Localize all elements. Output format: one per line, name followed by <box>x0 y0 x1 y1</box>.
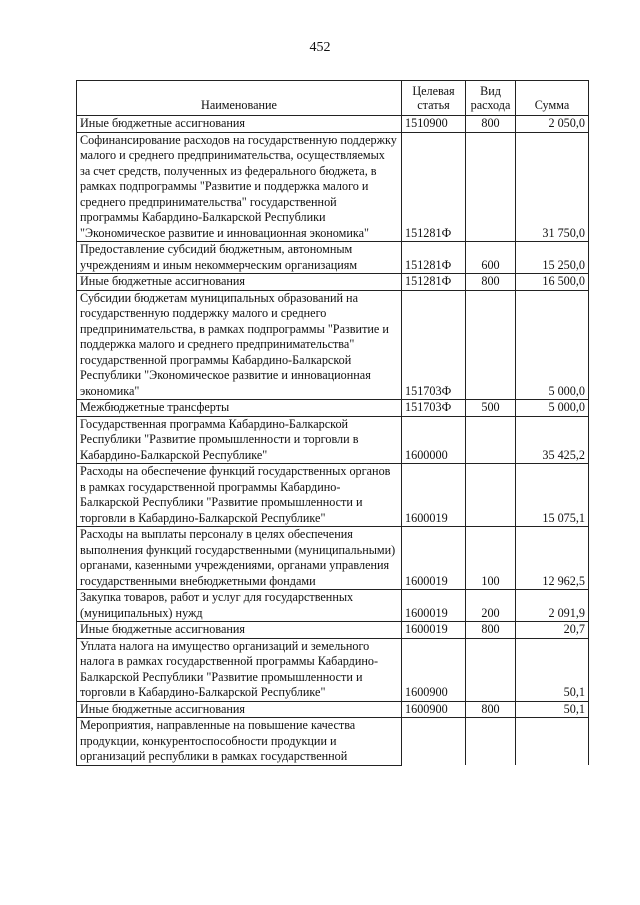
row-name: Уплата налога на имущество организаций и земельного налога в рамках государственной программы Кабардино-Балкарской Республики "Развитие промышленности и торговли в Кабардино-Балкарской Республике" <box>77 638 402 701</box>
row-target-article: 1600900 <box>402 638 466 701</box>
row-name: Мероприятия, направленные на повышение качества продукции, конкурентоспособности продукции и организаций республики в рамках государственной <box>77 718 402 766</box>
row-sum: 2 050,0 <box>516 116 589 133</box>
row-name: Иные бюджетные ассигнования <box>77 701 402 718</box>
row-sum <box>516 718 589 766</box>
table-row <box>77 622 589 639</box>
table-row <box>77 527 589 590</box>
table-row <box>77 132 589 242</box>
row-expense-type <box>466 290 516 400</box>
row-expense-type: 500 <box>466 400 516 417</box>
row-sum: 15 075,1 <box>516 464 589 527</box>
row-name: Закупка товаров, работ и услуг для государственных (муниципальных) нужд <box>77 590 402 622</box>
row-target-article: 1600019 <box>402 622 466 639</box>
table-header <box>77 81 589 116</box>
table-row <box>77 274 589 291</box>
row-expense-type: 800 <box>466 622 516 639</box>
row-target-article: 151281Ф <box>402 242 466 274</box>
row-target-article: 151703Ф <box>402 400 466 417</box>
row-sum: 50,1 <box>516 701 589 718</box>
row-target-article: 1600019 <box>402 590 466 622</box>
page-number: 452 <box>309 40 331 55</box>
table-row <box>77 416 589 464</box>
table-row <box>77 718 589 766</box>
row-sum: 5 000,0 <box>516 290 589 400</box>
header-sum: Сумма <box>516 81 589 116</box>
row-sum: 16 500,0 <box>516 274 589 291</box>
table-body <box>77 116 589 766</box>
table-row <box>77 638 589 701</box>
row-expense-type <box>466 416 516 464</box>
table-row <box>77 242 589 274</box>
header-row <box>77 81 589 116</box>
row-name: Расходы на обеспечение функций государственных органов в рамках государственной программы Кабардино-Балкарской Республики "Развитие промышленности и торговли в Кабардино-Балкарской Республике" <box>77 464 402 527</box>
row-expense-type: 800 <box>466 274 516 291</box>
row-target-article <box>402 718 466 766</box>
row-target-article: 1510900 <box>402 116 466 133</box>
budget-table <box>76 80 589 766</box>
row-sum: 31 750,0 <box>516 132 589 242</box>
row-name: Расходы на выплаты персоналу в целях обеспечения выполнения функций государственными (муниципальными) органами, казенными учреждениями, органами управления государственными внебюджетными фондами <box>77 527 402 590</box>
row-target-article: 1600900 <box>402 701 466 718</box>
header-target-article: Целевая статья <box>402 81 466 116</box>
row-sum: 12 962,5 <box>516 527 589 590</box>
table-row <box>77 464 589 527</box>
row-expense-type: 800 <box>466 116 516 133</box>
row-expense-type: 200 <box>466 590 516 622</box>
table-row <box>77 590 589 622</box>
row-sum: 50,1 <box>516 638 589 701</box>
row-name: Предоставление субсидий бюджетным, автономным учреждениям и иным некоммерческим организациям <box>77 242 402 274</box>
table-row <box>77 116 589 133</box>
row-target-article: 151703Ф <box>402 290 466 400</box>
row-sum: 15 250,0 <box>516 242 589 274</box>
row-expense-type: 600 <box>466 242 516 274</box>
row-expense-type <box>466 638 516 701</box>
row-sum: 2 091,9 <box>516 590 589 622</box>
row-sum: 35 425,2 <box>516 416 589 464</box>
table-row <box>77 701 589 718</box>
row-target-article: 151281Ф <box>402 132 466 242</box>
row-name: Государственная программа Кабардино-Балкарской Республики "Развитие промышленности и торговли в Кабардино-Балкарской Республике" <box>77 416 402 464</box>
table-row <box>77 290 589 400</box>
row-target-article: 1600000 <box>402 416 466 464</box>
row-sum: 20,7 <box>516 622 589 639</box>
header-expense-type: Вид расхода <box>466 81 516 116</box>
header-name: Наименование <box>77 81 402 116</box>
row-name: Софинансирование расходов на государственную поддержку малого и среднего предпринимательства, осуществляемых за счет средств, полученных из федерального бюджета, в рамках подпрограммы "Развитие и поддержка малого и среднего предпринимательства" государственной программы Кабардино-Балкарской Республики "Экономическое развитие и инновационная экономика" <box>77 132 402 242</box>
row-target-article: 1600019 <box>402 464 466 527</box>
table-row <box>77 400 589 417</box>
row-target-article: 1600019 <box>402 527 466 590</box>
row-expense-type <box>466 464 516 527</box>
row-name: Иные бюджетные ассигнования <box>77 116 402 133</box>
row-expense-type <box>466 132 516 242</box>
row-expense-type: 800 <box>466 701 516 718</box>
row-target-article: 151281Ф <box>402 274 466 291</box>
row-sum: 5 000,0 <box>516 400 589 417</box>
row-name: Иные бюджетные ассигнования <box>77 622 402 639</box>
row-name: Межбюджетные трансферты <box>77 400 402 417</box>
row-expense-type <box>466 718 516 766</box>
row-name: Иные бюджетные ассигнования <box>77 274 402 291</box>
row-name: Субсидии бюджетам муниципальных образований на государственную поддержку малого и среднего предпринимательства, в рамках подпрограммы "Развитие и поддержка малого и среднего предпринимательства" государственной программы Кабардино-Балкарской Республики "Экономическое развитие и инновационная экономика" <box>77 290 402 400</box>
row-expense-type: 100 <box>466 527 516 590</box>
